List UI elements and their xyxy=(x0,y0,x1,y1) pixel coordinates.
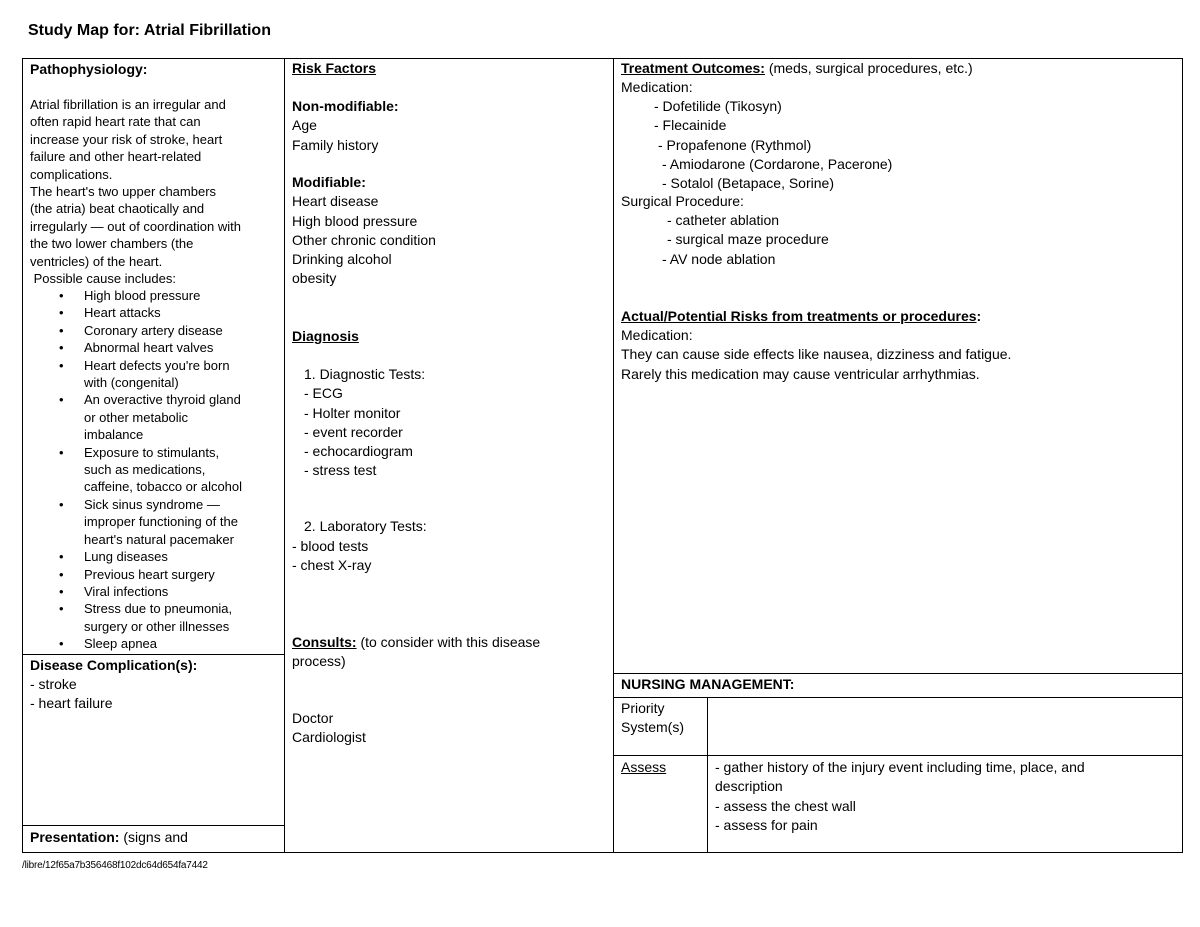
complications-heading: Disease Complication(s): xyxy=(30,657,198,673)
presentation-divider xyxy=(22,825,284,826)
presentation-heading: Presentation: xyxy=(30,829,120,845)
consults-list: Doctor Cardiologist xyxy=(292,710,366,746)
table-right-border xyxy=(1182,58,1183,853)
nursing-column-divider xyxy=(707,697,708,853)
medication-label: Medication: xyxy=(621,79,693,95)
column-divider-1 xyxy=(284,58,285,853)
nursing-heading: NURSING MANAGEMENT: xyxy=(621,676,795,692)
cause-item: • Coronary artery disease xyxy=(59,322,223,338)
nonmodifiable-heading: Non-modifiable: xyxy=(292,98,399,114)
cause-item: • Sleep apnea xyxy=(59,636,158,652)
bullet-icon: • xyxy=(59,496,64,512)
lab-tests-heading: 2. Laboratory Tests: xyxy=(304,518,427,534)
consults-heading: Consults: xyxy=(292,634,357,650)
assess-list: - gather history of the injury event including time, place, and description - assess the chest wall - assess for pain xyxy=(715,759,1085,833)
modifiable-block: Modifiable: Heart disease High blood pressure Other chronic condition Drinking alcohol obesity xyxy=(292,174,436,287)
diagnosis-heading: Diagnosis xyxy=(292,328,359,344)
nursing-heading-divider xyxy=(613,697,1183,698)
cause-item: • Viral infections xyxy=(59,583,169,599)
complication-divider xyxy=(22,654,284,655)
medication-list: - Dofetilide (Tikosyn) - Flecainide - Propafenone (Rythmol) - Amiodarone (Cordarone, Pacerone) - Sotalol (Betapace, Sorine) xyxy=(654,98,893,192)
modifiable-heading: Modifiable: xyxy=(292,174,366,190)
cause-item: • Heart attacks xyxy=(59,305,161,321)
presentation-cell: Presentation: (signs and xyxy=(30,829,188,845)
footer-path: /libre/12f65a7b356468f102dc64d654fa7442 xyxy=(22,860,208,871)
risk-factors-heading: Risk Factors xyxy=(292,60,377,76)
bullet-icon: • xyxy=(59,322,64,338)
bullet-icon: • xyxy=(59,444,64,460)
risks-heading-line: Actual/Potential Risks from treatments or procedures: xyxy=(621,308,982,324)
cause-item: • Abnormal heart valves xyxy=(59,340,214,356)
bullet-icon: • xyxy=(59,549,64,565)
treatment-heading: Treatment Outcomes: xyxy=(621,60,765,76)
bullet-icon: • xyxy=(59,636,64,652)
assess-label: Assess xyxy=(621,759,667,775)
consults-block: Consults: (to consider with this disease process) xyxy=(292,634,541,670)
bullet-icon: • xyxy=(59,392,64,408)
cause-item: • High blood pressure xyxy=(59,288,201,303)
table-bottom-border xyxy=(22,852,1183,853)
cause-item: • Exposure to stimulants, such as medications, caffeine, tobacco or alcohol xyxy=(59,444,243,495)
priority-row-divider xyxy=(613,755,1183,756)
bullet-icon: • xyxy=(59,566,64,582)
patho-heading: Pathophysiology: xyxy=(30,61,148,77)
cause-item: • Stress due to pneumonia, surgery or other illnesses xyxy=(59,601,233,634)
cause-item: • Heart defects you're born with (congenital) xyxy=(59,357,230,391)
bullet-icon: • xyxy=(59,601,64,617)
bullet-icon: • xyxy=(59,583,64,599)
nursing-top-divider xyxy=(613,673,1183,674)
surgical-label: Surgical Procedure: xyxy=(621,193,744,209)
bullet-icon: • xyxy=(59,305,64,321)
cause-item: • Previous heart surgery xyxy=(59,566,215,582)
column-divider-2 xyxy=(613,58,614,853)
nonmodifiable-block: Non-modifiable: Age Family history xyxy=(292,98,399,153)
bullet-icon: • xyxy=(59,288,64,303)
cause-item: • An overactive thyroid gland or other metabolic imbalance xyxy=(59,392,241,443)
diagnostic-tests: 1. Diagnostic Tests: - ECG - Holter monitor - event recorder - echocardiogram - stress test xyxy=(304,366,426,479)
patho-paragraph-1: Atrial fibrillation is an irregular and often rapid heart rate that can increase your risk of stroke, heart failure and other heart-related complications. The heart's two upper chambers (the atria) beat chaotically and irregularly — out of coordination with the two lower chambers (the ventricles) of the heart. Possible cause includes: xyxy=(30,97,241,287)
causes-list xyxy=(30,287,242,653)
surgical-list: - catheter ablation - surgical maze procedure - AV node ablation xyxy=(662,212,829,267)
risks-text: Medication: They can cause side effects like nausea, dizziness and fatigue. Rarely this medication may cause ventricular arrhythmias. xyxy=(621,327,1012,382)
bullet-icon: • xyxy=(59,340,64,356)
bullet-icon: • xyxy=(59,357,64,373)
priority-system-label: Priority System(s) xyxy=(621,700,684,736)
table-left-border xyxy=(22,58,23,853)
lab-tests: - blood tests - chest X-ray xyxy=(292,538,372,574)
page-title: Study Map for: Atrial Fibrillation xyxy=(28,22,271,39)
complication-item: - heart failure xyxy=(30,695,113,712)
table-top-border xyxy=(22,58,1183,59)
cause-item: • Sick sinus syndrome — improper functioning of the heart's natural pacemaker xyxy=(59,496,238,547)
cause-item: • Lung diseases xyxy=(59,549,168,565)
complications-list xyxy=(30,675,112,714)
risks-heading: Actual/Potential Risks from treatments or procedures xyxy=(621,308,977,324)
complication-item: - stroke xyxy=(30,676,77,692)
treatment-heading-line: Treatment Outcomes: (meds, surgical procedures, etc.) xyxy=(621,60,973,76)
